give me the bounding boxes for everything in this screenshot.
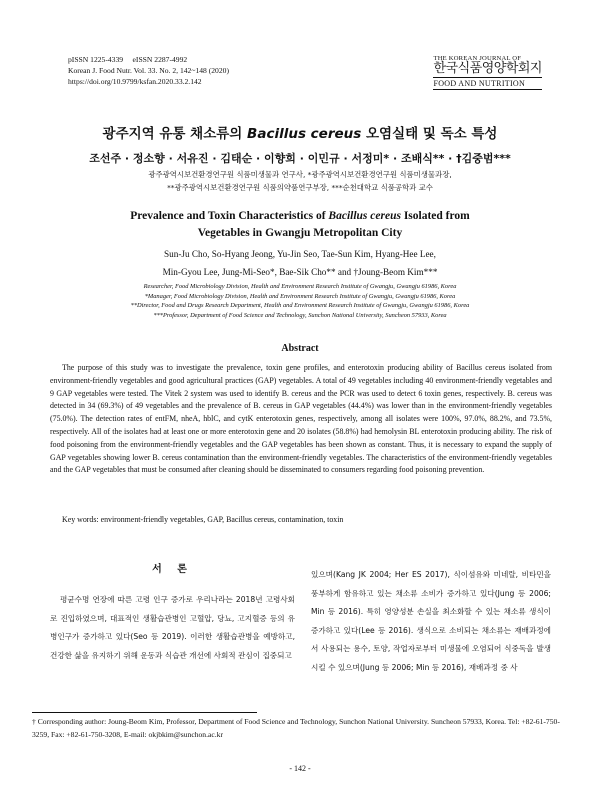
footnote-divider (32, 712, 257, 713)
journal-name-korean: 한국식품영양학회지 (433, 61, 542, 76)
masthead-underline (433, 89, 542, 90)
journal-name-english-top: THE KOREAN JOURNAL OF (433, 55, 522, 62)
body-column-right: 있으며(Kang JK 2004; Her ES 2017), 식이섬유와 미네랄, 비타민을 풍부하게 함유하고 있는 채소류 소비가 증가하고 있다(Jung 등 2006; Min 등 2016). 특히 영양성분 손실을 최소화할 수 있는 채소류 생식이 증가하고 있다(Lee 등 2016). 생식으로 소비되는 채소류는 재배과정에서 사용되는 용수, 토양, 작업자로부터 미생물에 오염되어 식중독을 발생시킬 수 있으며(Jung 등 2006; Min 등 2016), 재배과정 중 사 (311, 570, 551, 672)
masthead-divider (433, 77, 542, 78)
doi-link[interactable]: https://doi.org/10.9799/ksfan.2020.33.2.142 (68, 77, 202, 86)
abstract-heading: Abstract (281, 343, 319, 354)
english-affiliation-2: *Manager, Food Microbiology Division, Health and Environment Research Institute of Gwangju, Gwangju 61986, Korea (144, 292, 456, 300)
publication-metadata (68, 54, 229, 87)
section-heading-introduction: 서 론 (152, 564, 193, 575)
korean-affiliation-1: 광주광역시보건환경연구원 식품미생물과 연구사, *광주광역시보건환경연구원 식품미생물과장, (148, 170, 452, 179)
english-affiliations (0, 282, 600, 320)
english-title-end: Isolated from (400, 210, 470, 222)
corresponding-author-footnote: † Corresponding author: Joung-Beom Kim, Professor, Department of Food Science and Technology, Sunchon National University. Suncheon 57933, Korea. Tel: +82-61-750-3259, Fax: +82-61-750-3208, E-mail: okjbkim@sunchon.ac.kr (32, 717, 560, 739)
english-affiliation-3: **Director, Food and Drugs Research Department, Health and Environment Research Institute of Gwangju, Gwangju 61986, Korea (130, 302, 470, 310)
english-title-start: Prevalence and Toxin Characteristics of (130, 210, 329, 222)
english-authors-line2: Min-Gyou Lee, Jung-Mi-Seo*, Bae-Sik Cho** and †Joung-Beom Kim*** (162, 266, 438, 277)
body-column-left (50, 560, 295, 665)
journal-masthead (433, 55, 542, 91)
abstract-text: The purpose of this study was to investigate the prevalence, toxin gene profiles, and enterotoxin producing ability of Bacillus cereus isolated from environment-friendly vegetables and good agricultural practices (GAP) vegetables. A total of 49 vegetables including 40 environment-friendly vegetables and 9 GAP vegetables were tested. The Vitek 2 system was used to identify B. cereus and the PCR was used to detect 6 toxin genes, respectively. B. cereus was detected in 34 (69.3%) of 49 vegetables and the prevalence of B. cereus in GAP vegetables (44.4%) was lower than in the environment-friendly vegetables (75.0%). The detection rates of entFM, nheA, hblC, and cytK enterotoxin genes, respectively, among all isolates were 100%, 97.0%, 88.2%, and 73.5%, respectively. All of the isolates had at least one or more enterotoxin gene and 20 isolates (58.8%) had hemolysin BL enterotoxin producing ability. The risk of food poisoning from the environment-friendly vegetables and the GAP vegetables has been shown as constant. Thus, it is necessary to expand the supply of GAP vegetables showing lower B. cereus contamination than the environment-friendly vegetables. The characteristics of the environment-friendly vegetables and the GAP vegetables that must be consumed after cleaning should be disseminated to consumers regarding food poisoning prevention. (50, 363, 552, 475)
english-title (0, 208, 600, 242)
english-affiliation-1: Researcher, Food Microbiology Division, Health and Environment Research Institute of Gwangju, Gwangju 61986, Korea (143, 283, 457, 290)
korean-affiliations (0, 168, 600, 194)
english-title-line2: Vegetables in Gwangju Metropolitan City (197, 227, 403, 239)
journal-name-english-bottom: FOOD AND NUTRITION (433, 79, 526, 88)
english-authors-line1: Sun-Ju Cho, So-Hyang Jeong, Yu-Jin Seo, Tae-Sun Kim, Hyang-Hee Lee, (164, 249, 436, 259)
body-paragraph-left: 평균수명 연장에 따른 고령 인구 증가로 우리나라는 2018년 고령사회로 진입하였으며, 대표적인 생활습관병인 고혈압, 당뇨, 고지혈증 등의 유병인구가 증가하고 있다(Seo 등 2019). 이러한 생활습관병을 예방하고, 건강한 삶을 유지하기 위해 운동과 식습관 개선에 사회적 관심이 집중되고 (50, 595, 295, 660)
korean-title-species: Bacillus cereus (247, 126, 362, 142)
korean-title (0, 122, 600, 142)
issn-line: pISSN 1225-4339 eISSN 2287-4992 (68, 55, 188, 64)
page-number: - 142 - (289, 764, 311, 773)
korean-title-end: 오염실태 및 독소 특성 (361, 126, 498, 142)
korean-authors: 조선주 · 정소향 · 서유진 · 김태순 · 이향희 · 이민규 · 서정미* · 조배식** · †김중범*** (89, 152, 511, 165)
english-authors (0, 246, 600, 281)
korean-affiliation-2: **광주광역시보건환경연구원 식품의약품연구부장, ***순천대학교 식품공학과 교수 (167, 183, 433, 192)
korean-title-start: 광주지역 유통 채소류의 (102, 126, 248, 142)
english-affiliation-4: ***Professor, Department of Food Science and Technology, Sunchon National University, Suncheon 57933, Korea (153, 311, 447, 319)
keywords: Key words: environment-friendly vegetables, GAP, Bacillus cereus, contamination, toxin (62, 515, 344, 524)
english-title-species: Bacillus cereus (328, 210, 401, 222)
citation-line: Korean J. Food Nutr. Vol. 33. No. 2, 142~148 (2020) (68, 66, 229, 75)
